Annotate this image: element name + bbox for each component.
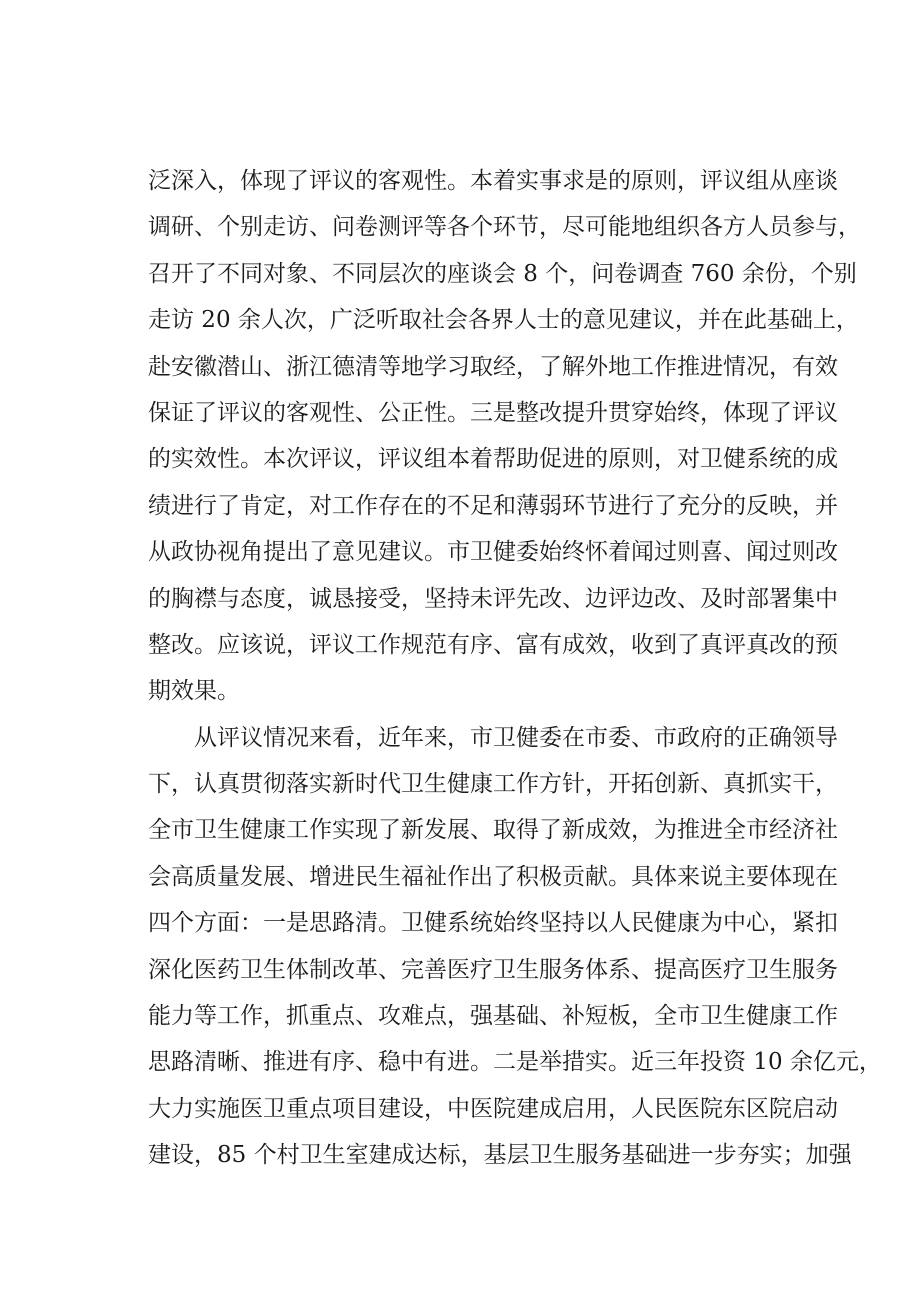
text-line: 召开了不同对象、不同层次的座谈会 8 个，问卷调查 760 余份，个别 [148,260,857,287]
text-line: 调研、个别走访、问卷测评等各个环节，尽可能地组织各方人员参与， [148,214,861,241]
text-line: 深化医药卫生体制改革、完善医疗卫生服务体系、提高医疗卫生服务 [148,956,838,983]
text-line: 从评议情况来看，近年来，市卫健委在市委、市政府的正确领导 [194,724,838,751]
text-line: 下，认真贯彻落实新时代卫生健康工作方针，开拓创新、真抓实干， [148,771,838,798]
text-line: 走访 20 余人次，广泛听取社会各界人士的意见建议，并在此基础上， [148,307,859,334]
text-line: 建设，85 个村卫生室建成达标，基层卫生服务基础进一步夯实；加强 [148,1142,852,1169]
text-line: 从政协视角提出了意见建议。市卫健委始终怀着闻过则喜、闻过则改 [148,539,838,566]
text-line: 绩进行了肯定，对工作存在的不足和薄弱环节进行了充分的反映，并 [148,492,838,519]
text-line: 大力实施医卫重点项目建设，中医院建成启用，人民医院东区院启动 [148,1095,838,1122]
text-line: 全市卫生健康工作实现了新发展、取得了新成效，为推进全市经济社 [148,817,838,844]
text-line: 期效果。 [148,678,240,705]
text-line: 会高质量发展、增进民生福祉作出了积极贡献。具体来说主要体现在 [148,863,838,890]
text-line: 保证了评议的客观性、公正性。三是整改提升贯穿始终，体现了评议 [148,399,838,426]
text-line: 整改。应该说，评议工作规范有序、富有成效，收到了真评真改的预 [148,631,838,658]
text-line: 的胸襟与态度，诚恳接受，坚持未评先改、边评边改、及时部署集中 [148,585,838,612]
paragraph-2 [148,715,882,1179]
document-body [148,158,882,1179]
paragraph-1 [148,158,861,715]
text-line: 的实效性。本次评议，评议组本着帮助促进的原则，对卫健系统的成 [148,446,838,473]
text-line: 能力等工作，抓重点、攻难点，强基础、补短板，全市卫生健康工作 [148,1003,838,1030]
text-line: 泛深入，体现了评议的客观性。本着实事求是的原则，评议组从座谈 [148,168,838,194]
text-line: 四个方面：一是思路清。卫健系统始终坚持以人民健康为中心，紧扣 [148,910,838,937]
text-line: 思路清晰、推进有序、稳中有进。二是举措实。近三年投资 10 余亿元， [148,1049,882,1076]
text-line: 赴安徽潜山、浙江德清等地学习取经，了解外地工作推进情况，有效 [148,353,838,380]
